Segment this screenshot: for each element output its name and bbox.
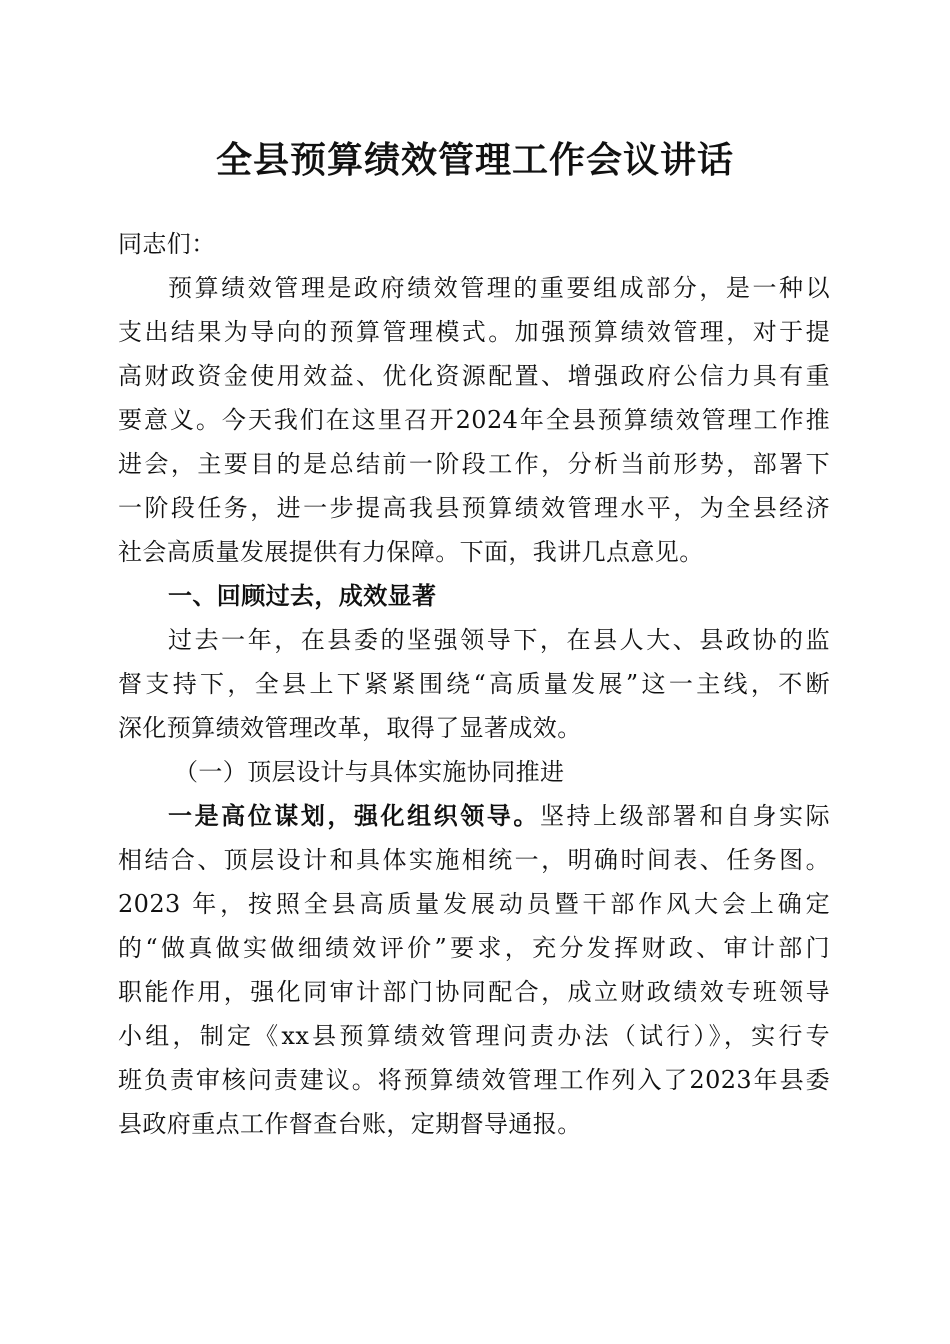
paragraph-line: 深化预算绩效管理改革，取得了显著成效。 (118, 714, 582, 742)
document-title: 全县预算绩效管理工作会议讲话 (215, 139, 734, 181)
paragraph-line: 社会高质量发展提供有力保障。下面，我讲几点意见。 (118, 538, 704, 566)
intro-paragraph (118, 266, 830, 574)
point-lead-rest: 坚持上级部署和自身实际 (539, 802, 830, 830)
paragraph-line: 高财政资金使用效益、优化资源配置、增强政府公信力具有重 (118, 362, 830, 390)
paragraph-line: 督支持下，全县上下紧紧围绕“高质量发展”这一主线，不断 (118, 670, 830, 698)
paragraph-line: 进会，主要目的是总结前一阶段工作，分析当前形势，部署下 (118, 450, 830, 478)
section-paragraph (118, 618, 830, 750)
paragraph-line: 相结合、顶层设计和具体实施相统一，明确时间表、任务图。 (118, 846, 830, 874)
section-heading: 一、回顾过去，成效显著 (168, 581, 437, 610)
paragraph-line: 的“做真做实做细绩效评价”要求，充分发挥财政、审计部门 (118, 934, 830, 962)
point-lead: 一是高位谋划，强化组织领导。 (168, 801, 540, 830)
paragraph-line: 过去一年，在县委的坚强领导下，在县人大、县政协的监 (168, 626, 830, 654)
paragraph-line: 一阶段任务，进一步提高我县预算绩效管理水平，为全县经济 (118, 494, 830, 522)
document-body (118, 222, 830, 1146)
paragraph-line: 2023 年，按照全县高质量发展动员暨干部作风大会上确定 (118, 890, 830, 918)
point-paragraph (118, 794, 830, 1146)
paragraph-line: 县政府重点工作督查台账，定期督导通报。 (118, 1110, 582, 1138)
paragraph-line: 要意义。今天我们在这里召开2024年全县预算绩效管理工作推 (118, 406, 830, 434)
subsection-heading: （一）顶层设计与具体实施协同推进 (174, 758, 565, 786)
salutation: 同志们： (118, 230, 216, 258)
paragraph-line: 班负责审核问责建议。将预算绩效管理工作列入了2023年县委 (118, 1066, 830, 1094)
paragraph-line: 预算绩效管理是政府绩效管理的重要组成部分，是一种以 (168, 274, 830, 302)
paragraph-line (118, 794, 830, 838)
paragraph-line: 职能作用，强化同审计部门协同配合，成立财政绩效专班领导 (118, 978, 830, 1006)
paragraph-line: 小组，制定《xx县预算绩效管理问责办法（试行）》，实行专 (118, 1022, 830, 1050)
paragraph-line: 支出结果为导向的预算管理模式。加强预算绩效管理，对于提 (118, 318, 830, 346)
